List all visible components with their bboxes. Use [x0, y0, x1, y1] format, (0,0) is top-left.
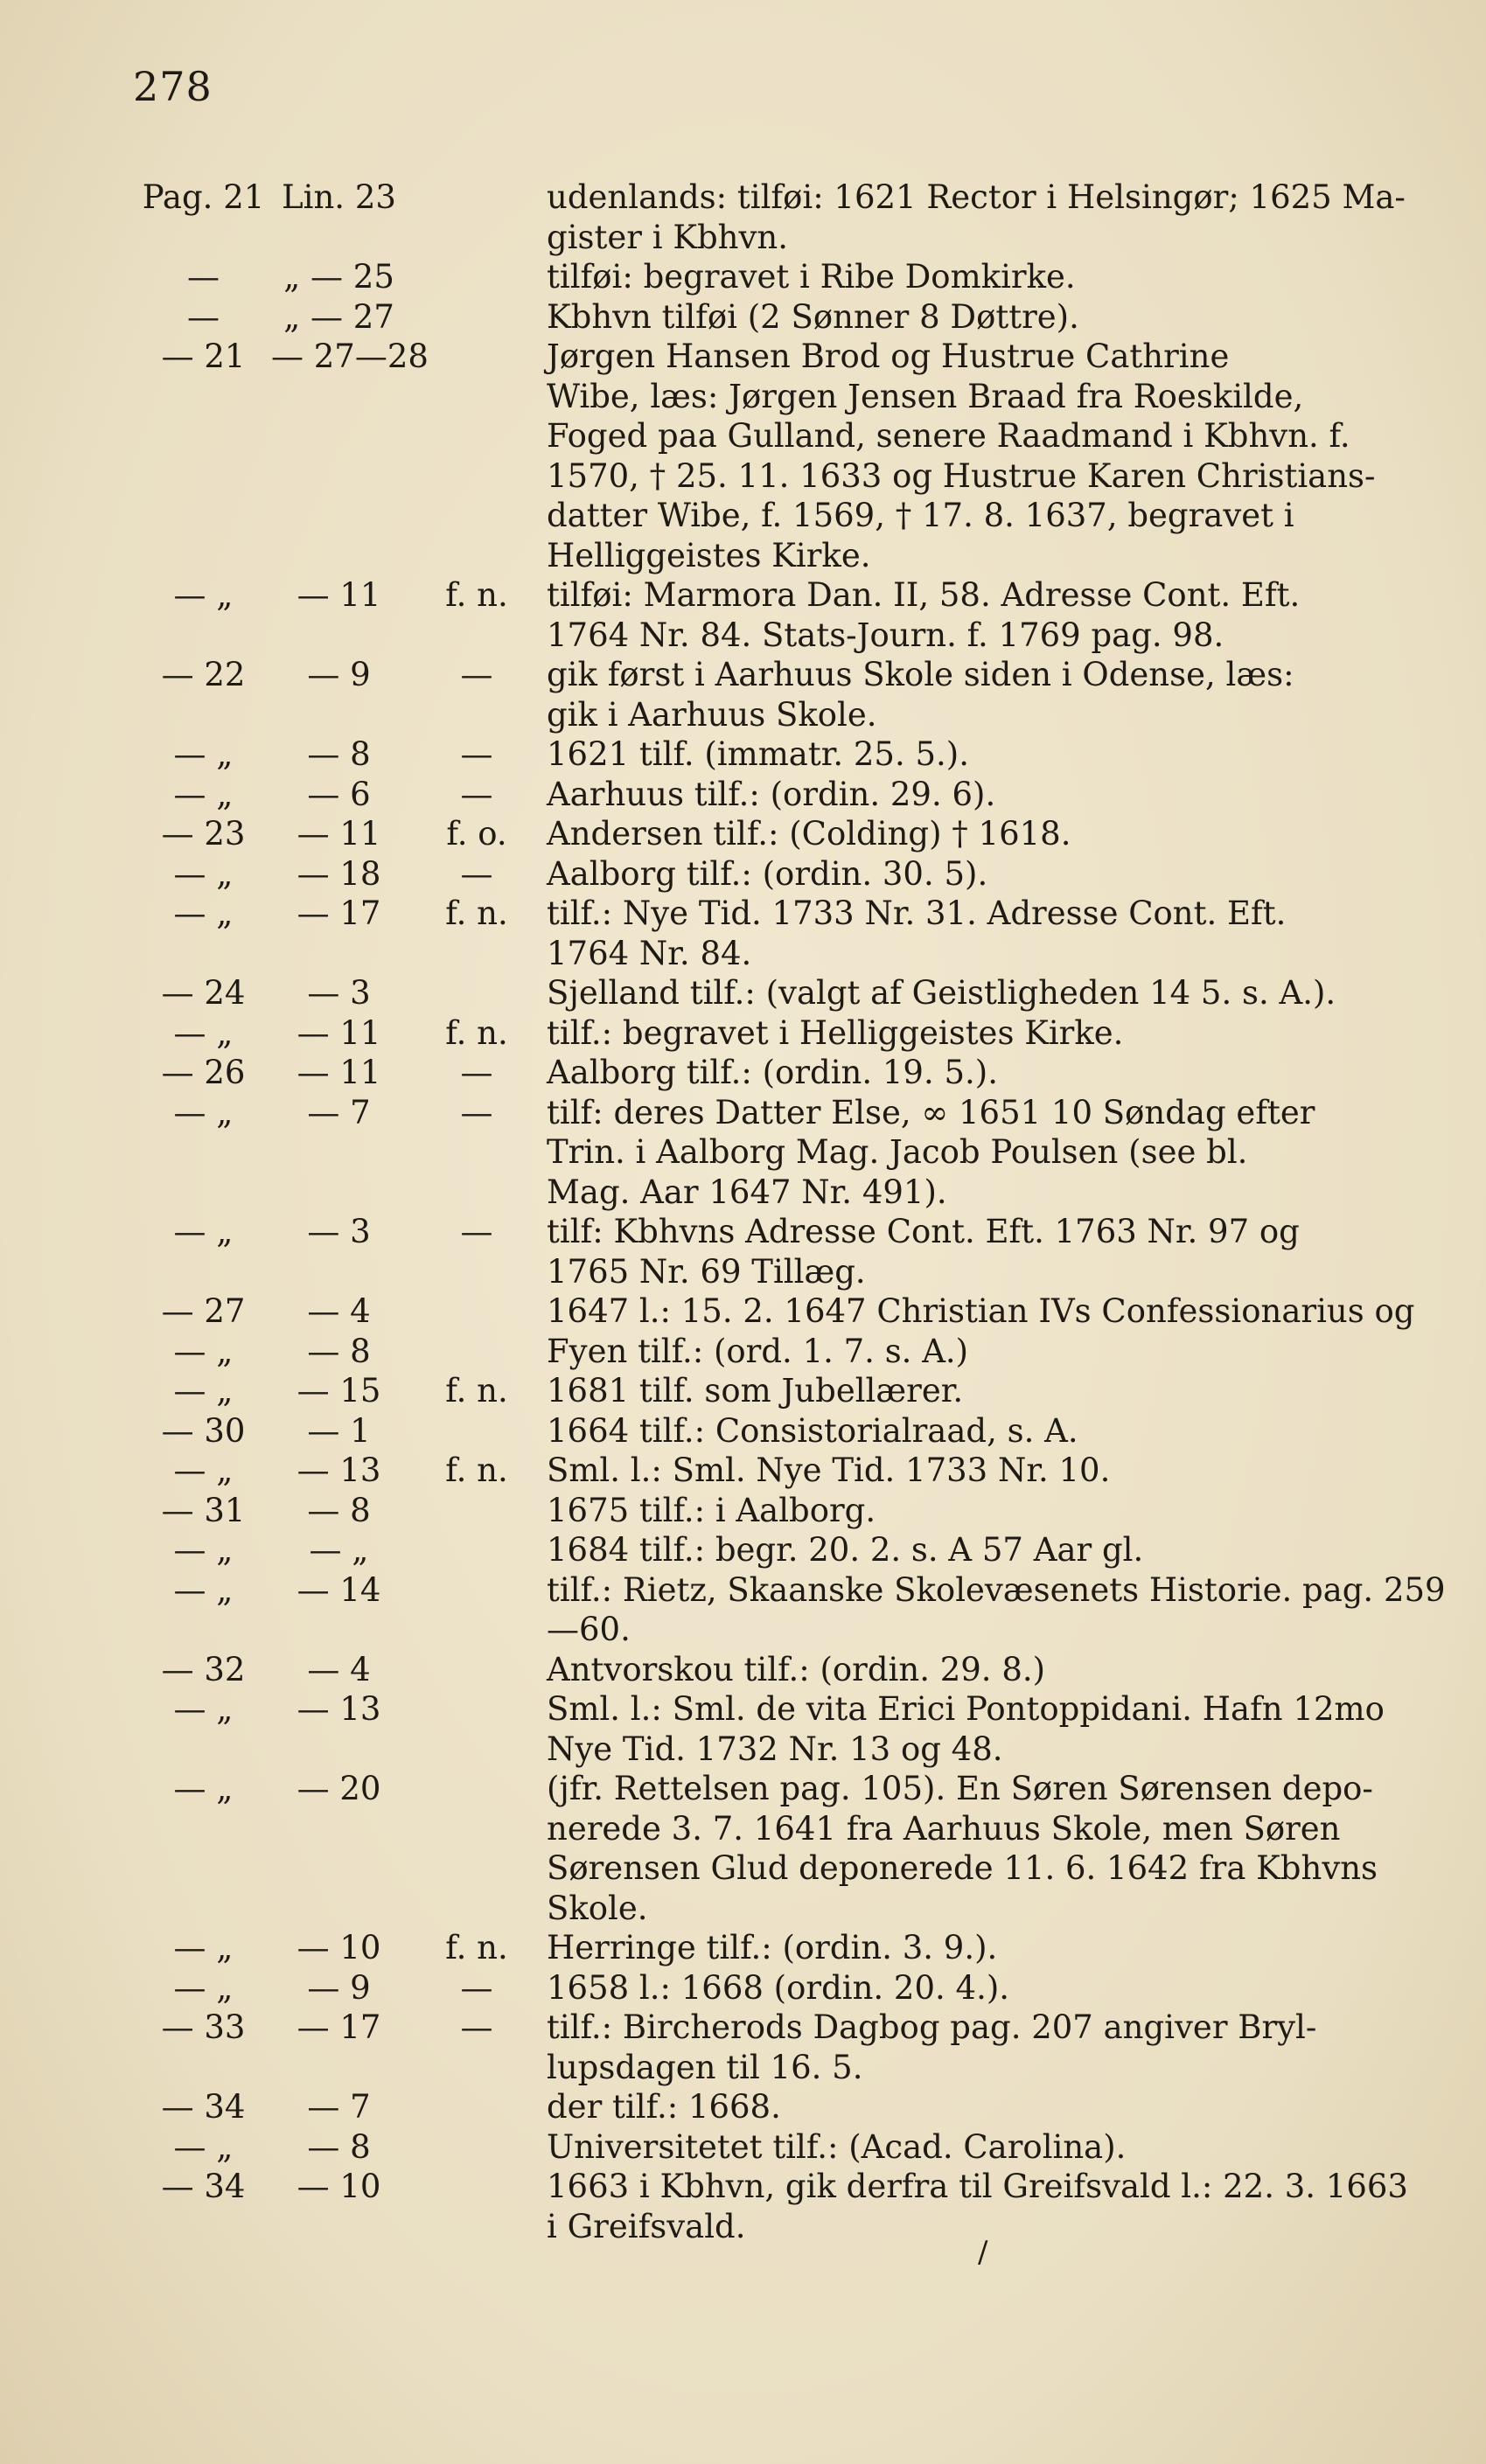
entry-reference [136, 177, 547, 257]
entry-reference [136, 973, 547, 1013]
entry-text [547, 575, 1360, 655]
line-ref: — 9 [307, 656, 371, 693]
page-ref: — [187, 297, 220, 336]
page-ref: — „ [173, 576, 234, 614]
stray-mark: / [978, 2235, 988, 2270]
entry-reference [136, 1291, 547, 1332]
line-ref: — 27—28 [271, 338, 429, 375]
entry-line: tilføi: Marmora Dan. II, 58. Adresse Cont. Eft. [547, 576, 1301, 614]
page-ref: — 32 [161, 1650, 246, 1688]
entry-line: der tilf.: 1668. [547, 2088, 781, 2126]
entry-text [547, 1491, 1360, 1531]
line-ref: — 3 [307, 974, 371, 1012]
entry-text [547, 1570, 1446, 1650]
page-ref: — „ [173, 1093, 234, 1131]
position-ref: — [460, 735, 493, 773]
line-ref: „ — 25 [283, 258, 394, 296]
line-ref: — 20 [297, 1770, 381, 1807]
entry-reference [136, 1411, 547, 1451]
page-ref: — 27 [161, 1292, 246, 1330]
entry-line: Andersen tilf.: (Colding) † 1618. [547, 815, 1071, 853]
line-ref: — 7 [307, 2088, 371, 2126]
entry-line: 1684 tilf.: begr. 20. 2. s. A 57 Aar gl. [547, 1531, 1144, 1569]
entry-line: Fyen tilf.: (ord. 1. 7. s. A.) [547, 1332, 969, 1370]
entry-text [547, 973, 1360, 1013]
line-ref: — 3 [307, 1213, 371, 1250]
entry-line: 1764 Nr. 84. Stats-Journ. f. 1769 pag. 98. [547, 616, 1224, 654]
page-ref: Pag. 21 [142, 178, 265, 216]
entry-reference [136, 1212, 547, 1291]
entry-line: Foged paa Gulland, senere Raadmand i Kbhvn. f. [547, 417, 1350, 455]
entry-line: gik i Aarhuus Skole. [547, 695, 877, 734]
line-ref: — 4 [307, 1292, 371, 1330]
page-ref: — 23 [161, 815, 246, 853]
line-ref: — 7 [307, 1093, 371, 1131]
line-ref: — 8 [307, 1332, 371, 1370]
entry-reference [136, 1928, 547, 1968]
entry-line: Aalborg tilf.: (ordin. 19. 5.). [547, 1054, 998, 1091]
line-ref: — 17 [297, 894, 381, 932]
line-ref: — 11 [297, 1013, 381, 1052]
entry-reference [136, 1689, 547, 1769]
position-ref [407, 177, 547, 257]
entry-reference [136, 1491, 547, 1531]
position-ref [407, 337, 547, 575]
entry-line: lupsdagen til 16. 5. [547, 2048, 863, 2086]
line-ref: — 8 [307, 2127, 371, 2166]
entry-line: 1658 l.: 1668 (ordin. 20. 4.). [547, 1968, 1010, 2007]
entry-line: 1681 tilf. som Jubellærer. [547, 1372, 964, 1409]
entry-reference [136, 1570, 547, 1650]
entry-line: 1621 tilf. (immatr. 25. 5.). [547, 735, 969, 773]
entry-line: Universitetet tilf.: (Acad. Carolina). [547, 2127, 1127, 2166]
entry-line: 1664 tilf.: Consistorialraad, s. A. [547, 1411, 1078, 1450]
entry-text [547, 1093, 1360, 1213]
position-ref: — [460, 1213, 493, 1250]
entry-line: Aarhuus tilf.: (ordin. 29. 6). [547, 775, 996, 813]
entry-text [547, 1332, 1360, 1372]
position-ref [407, 1689, 547, 1769]
entry-line: Nye Tid. 1732 Nr. 13 og 48. [547, 1730, 1003, 1768]
entry-text [547, 257, 1360, 297]
page-ref: — „ [173, 775, 234, 813]
entry-reference [136, 2008, 547, 2087]
entry-text [547, 1371, 1360, 1411]
entry-line: Antvorskou tilf.: (ordin. 29. 8.) [547, 1650, 1046, 1688]
correction-entry [136, 655, 1360, 734]
position-ref: — [460, 775, 493, 813]
entry-line: datter Wibe, f. 1569, † 17. 8. 1637, begravet i [547, 497, 1294, 534]
line-ref: — 11 [297, 1054, 381, 1091]
entry-reference [136, 2087, 547, 2127]
entry-reference [136, 1332, 547, 1372]
position-ref: f. o. [446, 815, 507, 853]
entry-line: gik først i Aarhuus Skole siden i Odense, læs: [547, 656, 1294, 693]
page-ref: — 33 [161, 2008, 246, 2046]
correction-entry [136, 1451, 1360, 1491]
correction-entry [136, 1530, 1360, 1570]
entry-reference [136, 2127, 547, 2168]
correction-entry [136, 814, 1360, 854]
entry-line: Sørensen Glud deponerede 11. 6. 1642 fra Kbhvns [547, 1849, 1378, 1887]
line-ref: — 11 [297, 576, 381, 614]
correction-entry [136, 177, 1406, 257]
entry-text [547, 2008, 1360, 2087]
line-ref: — „ [309, 1531, 369, 1569]
correction-entry [136, 894, 1360, 973]
entry-line: Skole. [547, 1889, 648, 1927]
correction-entry [136, 1013, 1360, 1054]
entry-text [547, 1530, 1360, 1570]
line-ref: — 8 [307, 1491, 371, 1529]
entry-text [547, 1212, 1360, 1291]
position-ref: f. n. [445, 1451, 508, 1489]
line-ref: „ — 27 [283, 297, 394, 336]
page-ref: — „ [173, 1770, 234, 1807]
entry-text [547, 1968, 1360, 2008]
correction-entry [136, 854, 1360, 894]
page-ref: — 24 [161, 974, 246, 1012]
entry-reference [136, 337, 547, 575]
position-ref: f. n. [445, 1372, 508, 1409]
entry-reference [136, 775, 547, 815]
page-ref: — „ [173, 1570, 234, 1609]
position-ref: f. n. [445, 894, 508, 932]
correction-entry [136, 2127, 1360, 2168]
line-ref: — 14 [297, 1570, 381, 1609]
entry-reference [136, 1371, 547, 1411]
position-ref: — [460, 854, 493, 893]
entry-line: tilf: Kbhvns Adresse Cont. Eft. 1763 Nr. 97 og [547, 1213, 1300, 1250]
entry-reference [136, 1053, 547, 1093]
entry-line: 1663 i Kbhvn, gik derfra til Greifsvald l.: 22. 3. 1663 [547, 2168, 1408, 2205]
position-ref: — [460, 1054, 493, 1091]
entry-line: 1675 tilf.: i Aalborg. [547, 1491, 876, 1529]
entry-text [547, 2127, 1360, 2168]
entry-text [547, 655, 1360, 734]
entry-line: 1647 l.: 15. 2. 1647 Christian IVs Confessionarius og [547, 1292, 1415, 1330]
entry-line: tilf.: begravet i Helliggeistes Kirke. [547, 1013, 1124, 1052]
entry-line: 1764 Nr. 84. [547, 934, 752, 972]
entry-line: 1765 Nr. 69 Tillæg. [547, 1252, 866, 1291]
entry-line: tilf.: Rietz, Skaanske Skolevæsenets Historie. pag. 259 [547, 1570, 1446, 1609]
position-ref [407, 2167, 547, 2246]
page-ref: — 22 [161, 656, 246, 693]
entry-text [547, 1053, 1360, 1093]
entry-text [547, 775, 1360, 815]
entry-line: 1570, † 25. 11. 1633 og Hustrue Karen Christians- [547, 456, 1376, 495]
correction-entry [136, 1053, 1360, 1093]
page-ref: — „ [173, 2127, 234, 2166]
page-ref: — „ [173, 1690, 234, 1728]
line-ref: — 10 [297, 2168, 381, 2205]
entry-line: Jørgen Hansen Brod og Hustrue Cathrine [547, 338, 1230, 375]
page-ref: — „ [173, 1013, 234, 1052]
line-ref: — 18 [297, 854, 381, 893]
position-ref: — [460, 1968, 493, 2007]
page-ref: — „ [173, 854, 234, 893]
entry-text [547, 1411, 1360, 1451]
position-ref: f. n. [445, 576, 508, 614]
entry-reference [136, 1530, 547, 1570]
correction-entry [136, 1093, 1360, 1213]
correction-entry [136, 2087, 1360, 2127]
correction-entry [136, 1928, 1360, 1968]
line-ref: — 6 [307, 775, 371, 813]
position-ref: f. n. [445, 1013, 508, 1052]
page-ref: — „ [173, 1372, 234, 1409]
position-ref: — [460, 2008, 493, 2046]
entry-text [547, 1291, 1414, 1332]
correction-entry [136, 1212, 1360, 1291]
entry-reference [136, 655, 547, 734]
line-ref: — 10 [297, 1929, 381, 1966]
correction-entry [136, 2008, 1360, 2087]
page-ref: — „ [173, 1213, 234, 1250]
page-ref: — „ [173, 1332, 234, 1370]
correction-entry [136, 775, 1360, 815]
entry-reference [136, 257, 547, 297]
entry-reference [136, 1093, 547, 1213]
position-ref [407, 1650, 547, 1690]
correction-entry [136, 734, 1360, 775]
line-ref: — 11 [297, 815, 381, 853]
correction-entry [136, 1570, 1446, 1650]
entry-text [547, 1650, 1360, 1690]
entry-reference [136, 1013, 547, 1054]
entry-text [547, 854, 1360, 894]
page-ref: — „ [173, 1531, 234, 1569]
position-ref [407, 1570, 547, 1650]
entry-reference [136, 1769, 547, 1928]
entry-line: tilføi: begravet i Ribe Domkirke. [547, 258, 1076, 296]
correction-entry [136, 1371, 1360, 1411]
correction-entry [136, 2167, 1408, 2246]
entry-text [547, 337, 1376, 575]
entry-reference [136, 894, 547, 973]
entry-line: Helliggeistes Kirke. [547, 536, 871, 574]
entry-reference [136, 854, 547, 894]
entry-reference [136, 814, 547, 854]
entry-line: nerede 3. 7. 1641 fra Aarhuus Skole, men Søren [547, 1809, 1341, 1848]
entry-reference [136, 575, 547, 655]
correction-entry [136, 973, 1360, 1013]
entry-line: gister i Kbhvn. [547, 218, 788, 256]
entry-line: tilf.: Bircherods Dagbog pag. 207 angiver Bryl- [547, 2008, 1317, 2046]
page-ref: — 30 [161, 1411, 246, 1450]
correction-entry [136, 1689, 1385, 1769]
correction-entry [136, 257, 1360, 297]
page-ref: — 34 [161, 2088, 246, 2126]
entry-text [547, 1451, 1360, 1491]
entry-reference [136, 734, 547, 775]
correction-entry [136, 1650, 1360, 1690]
entry-text [547, 734, 1360, 775]
entry-line: Sml. l.: Sml. de vita Erici Pontoppidani. Hafn 12mo [547, 1690, 1385, 1728]
position-ref [407, 1530, 547, 1570]
entry-text [547, 297, 1360, 338]
page-ref: — 31 [161, 1491, 246, 1529]
line-ref: Lin. 23 [282, 178, 396, 216]
position-ref [407, 1411, 547, 1451]
corrections-list [136, 177, 1446, 2246]
correction-entry [136, 1968, 1360, 2008]
line-ref: — 13 [297, 1690, 381, 1728]
page-ref: — 34 [161, 2168, 246, 2205]
page-ref: — „ [173, 1968, 234, 2007]
entry-text [547, 177, 1406, 257]
correction-entry [136, 337, 1376, 575]
line-ref: — 4 [307, 1650, 371, 1688]
position-ref: — [460, 656, 493, 693]
position-ref [407, 1491, 547, 1531]
entry-line: Sml. l.: Sml. Nye Tid. 1733 Nr. 10. [547, 1451, 1111, 1489]
page-ref: — „ [173, 1929, 234, 1966]
position-ref [407, 2087, 547, 2127]
position-ref [407, 297, 547, 338]
entry-line: Trin. i Aalborg Mag. Jacob Poulsen (see bl. [547, 1133, 1248, 1171]
position-ref [407, 2127, 547, 2168]
page-ref: — „ [173, 735, 234, 773]
entry-text [547, 2087, 1360, 2127]
line-ref: — 13 [297, 1451, 381, 1489]
entry-line: Herringe tilf.: (ordin. 3. 9.). [547, 1929, 998, 1966]
position-ref: f. n. [445, 1929, 508, 1966]
entry-line: tilf: deres Datter Else, ∞ 1651 10 Søndag efter [547, 1093, 1315, 1131]
line-ref: — 8 [307, 735, 371, 773]
entry-reference [136, 297, 547, 338]
entry-text [547, 814, 1360, 854]
position-ref [407, 1769, 547, 1928]
correction-entry [136, 1411, 1360, 1451]
correction-entry [136, 1491, 1360, 1531]
line-ref: — 15 [297, 1372, 381, 1409]
correction-entry [136, 297, 1360, 338]
page-ref: — „ [173, 894, 234, 932]
page-ref: — 26 [161, 1054, 246, 1091]
entry-line: Sjelland tilf.: (valgt af Geistligheden 14 5. s. A.). [547, 974, 1336, 1012]
entry-text [547, 1928, 1360, 1968]
position-ref: — [460, 1093, 493, 1131]
line-ref: — 1 [307, 1411, 371, 1450]
entry-reference [136, 1650, 547, 1690]
page-ref: — 21 [161, 338, 246, 375]
entry-reference [136, 1968, 547, 2008]
entry-line: udenlands: tilføi: 1621 Rector i Helsingør; 1625 Ma- [547, 178, 1406, 216]
entry-line: —60. [547, 1611, 631, 1648]
entry-text [547, 1013, 1360, 1054]
entry-line: Mag. Aar 1647 Nr. 491). [547, 1173, 947, 1211]
correction-entry [136, 1291, 1415, 1332]
entry-reference [136, 2167, 547, 2246]
correction-entry [136, 1769, 1378, 1928]
entry-line: Kbhvn tilføi (2 Sønner 8 Døttre). [547, 297, 1079, 336]
correction-entry [136, 575, 1360, 655]
entry-line: Wibe, læs: Jørgen Jensen Braad fra Roeskilde, [547, 377, 1304, 415]
page-ref: — „ [173, 1451, 234, 1489]
entry-line: (jfr. Rettelsen pag. 105). En Søren Sørensen depo- [547, 1770, 1373, 1807]
line-ref: — 17 [297, 2008, 381, 2046]
entry-text [547, 1769, 1378, 1928]
correction-entry [136, 1332, 1360, 1372]
entry-text [547, 894, 1360, 973]
line-ref: — 9 [307, 1968, 371, 2007]
entry-line: i Greifsvald. [547, 2207, 746, 2245]
entry-line: tilf.: Nye Tid. 1733 Nr. 31. Adresse Cont. Eft. [547, 894, 1287, 932]
entry-line: Aalborg tilf.: (ordin. 30. 5). [547, 854, 988, 893]
page-number: 278 [133, 63, 213, 110]
position-ref [407, 257, 547, 297]
position-ref [407, 973, 547, 1013]
position-ref [407, 1332, 547, 1372]
page-ref: — [187, 258, 220, 296]
position-ref [407, 1291, 547, 1332]
entry-reference [136, 1451, 547, 1491]
entry-text [547, 1689, 1385, 1769]
